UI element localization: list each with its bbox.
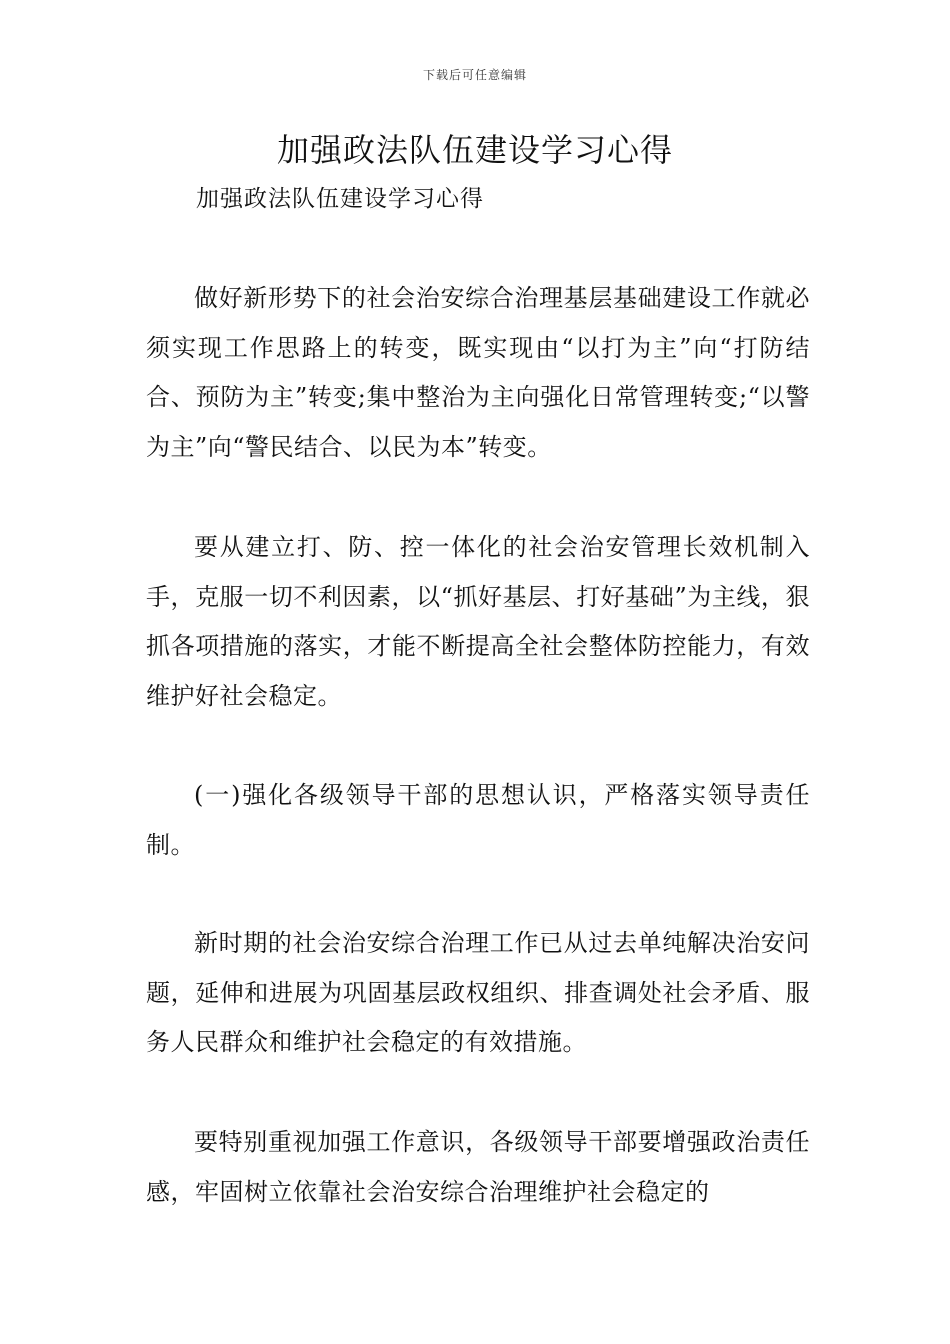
document-subtitle: 加强政法队伍建设学习心得 <box>196 186 484 212</box>
paragraph-1: 做好新形势下的社会治安综合治理基层基础建设工作就必须实现工作思路上的转变，既实现由“以打为主”向“打防结合、预防为主”转变;集中整治为主向强化日常管理转变;“以警为主”向“警民结合、以民为本”转变。 <box>146 284 810 461</box>
paragraph-5: 要特别重视加强工作意识，各级领导干部要增强政治责任感，牢固树立依靠社会治安综合治理维护社会稳定的 <box>146 1128 810 1206</box>
document-title: 加强政法队伍建设学习心得 <box>276 131 673 169</box>
header-note: 下载后可任意编辑 <box>422 68 527 82</box>
paragraph-3: (一)强化各级领导干部的思想认识，严格落实领导责任制。 <box>146 781 810 859</box>
paragraph-2: 要从建立打、防、控一体化的社会治安管理长效机制入手，克服一切不利因素，以“抓好基层、打好基础”为主线，狠抓各项措施的落实，才能不断提高全社会整体防控能力，有效维护好社会稳定。 <box>146 533 810 710</box>
paragraph-4: 新时期的社会治安综合治理工作已从过去单纯解决治安问题，延伸和进展为巩固基层政权组织、排查调处社会矛盾、服务人民群众和维护社会稳定的有效措施。 <box>146 929 810 1056</box>
